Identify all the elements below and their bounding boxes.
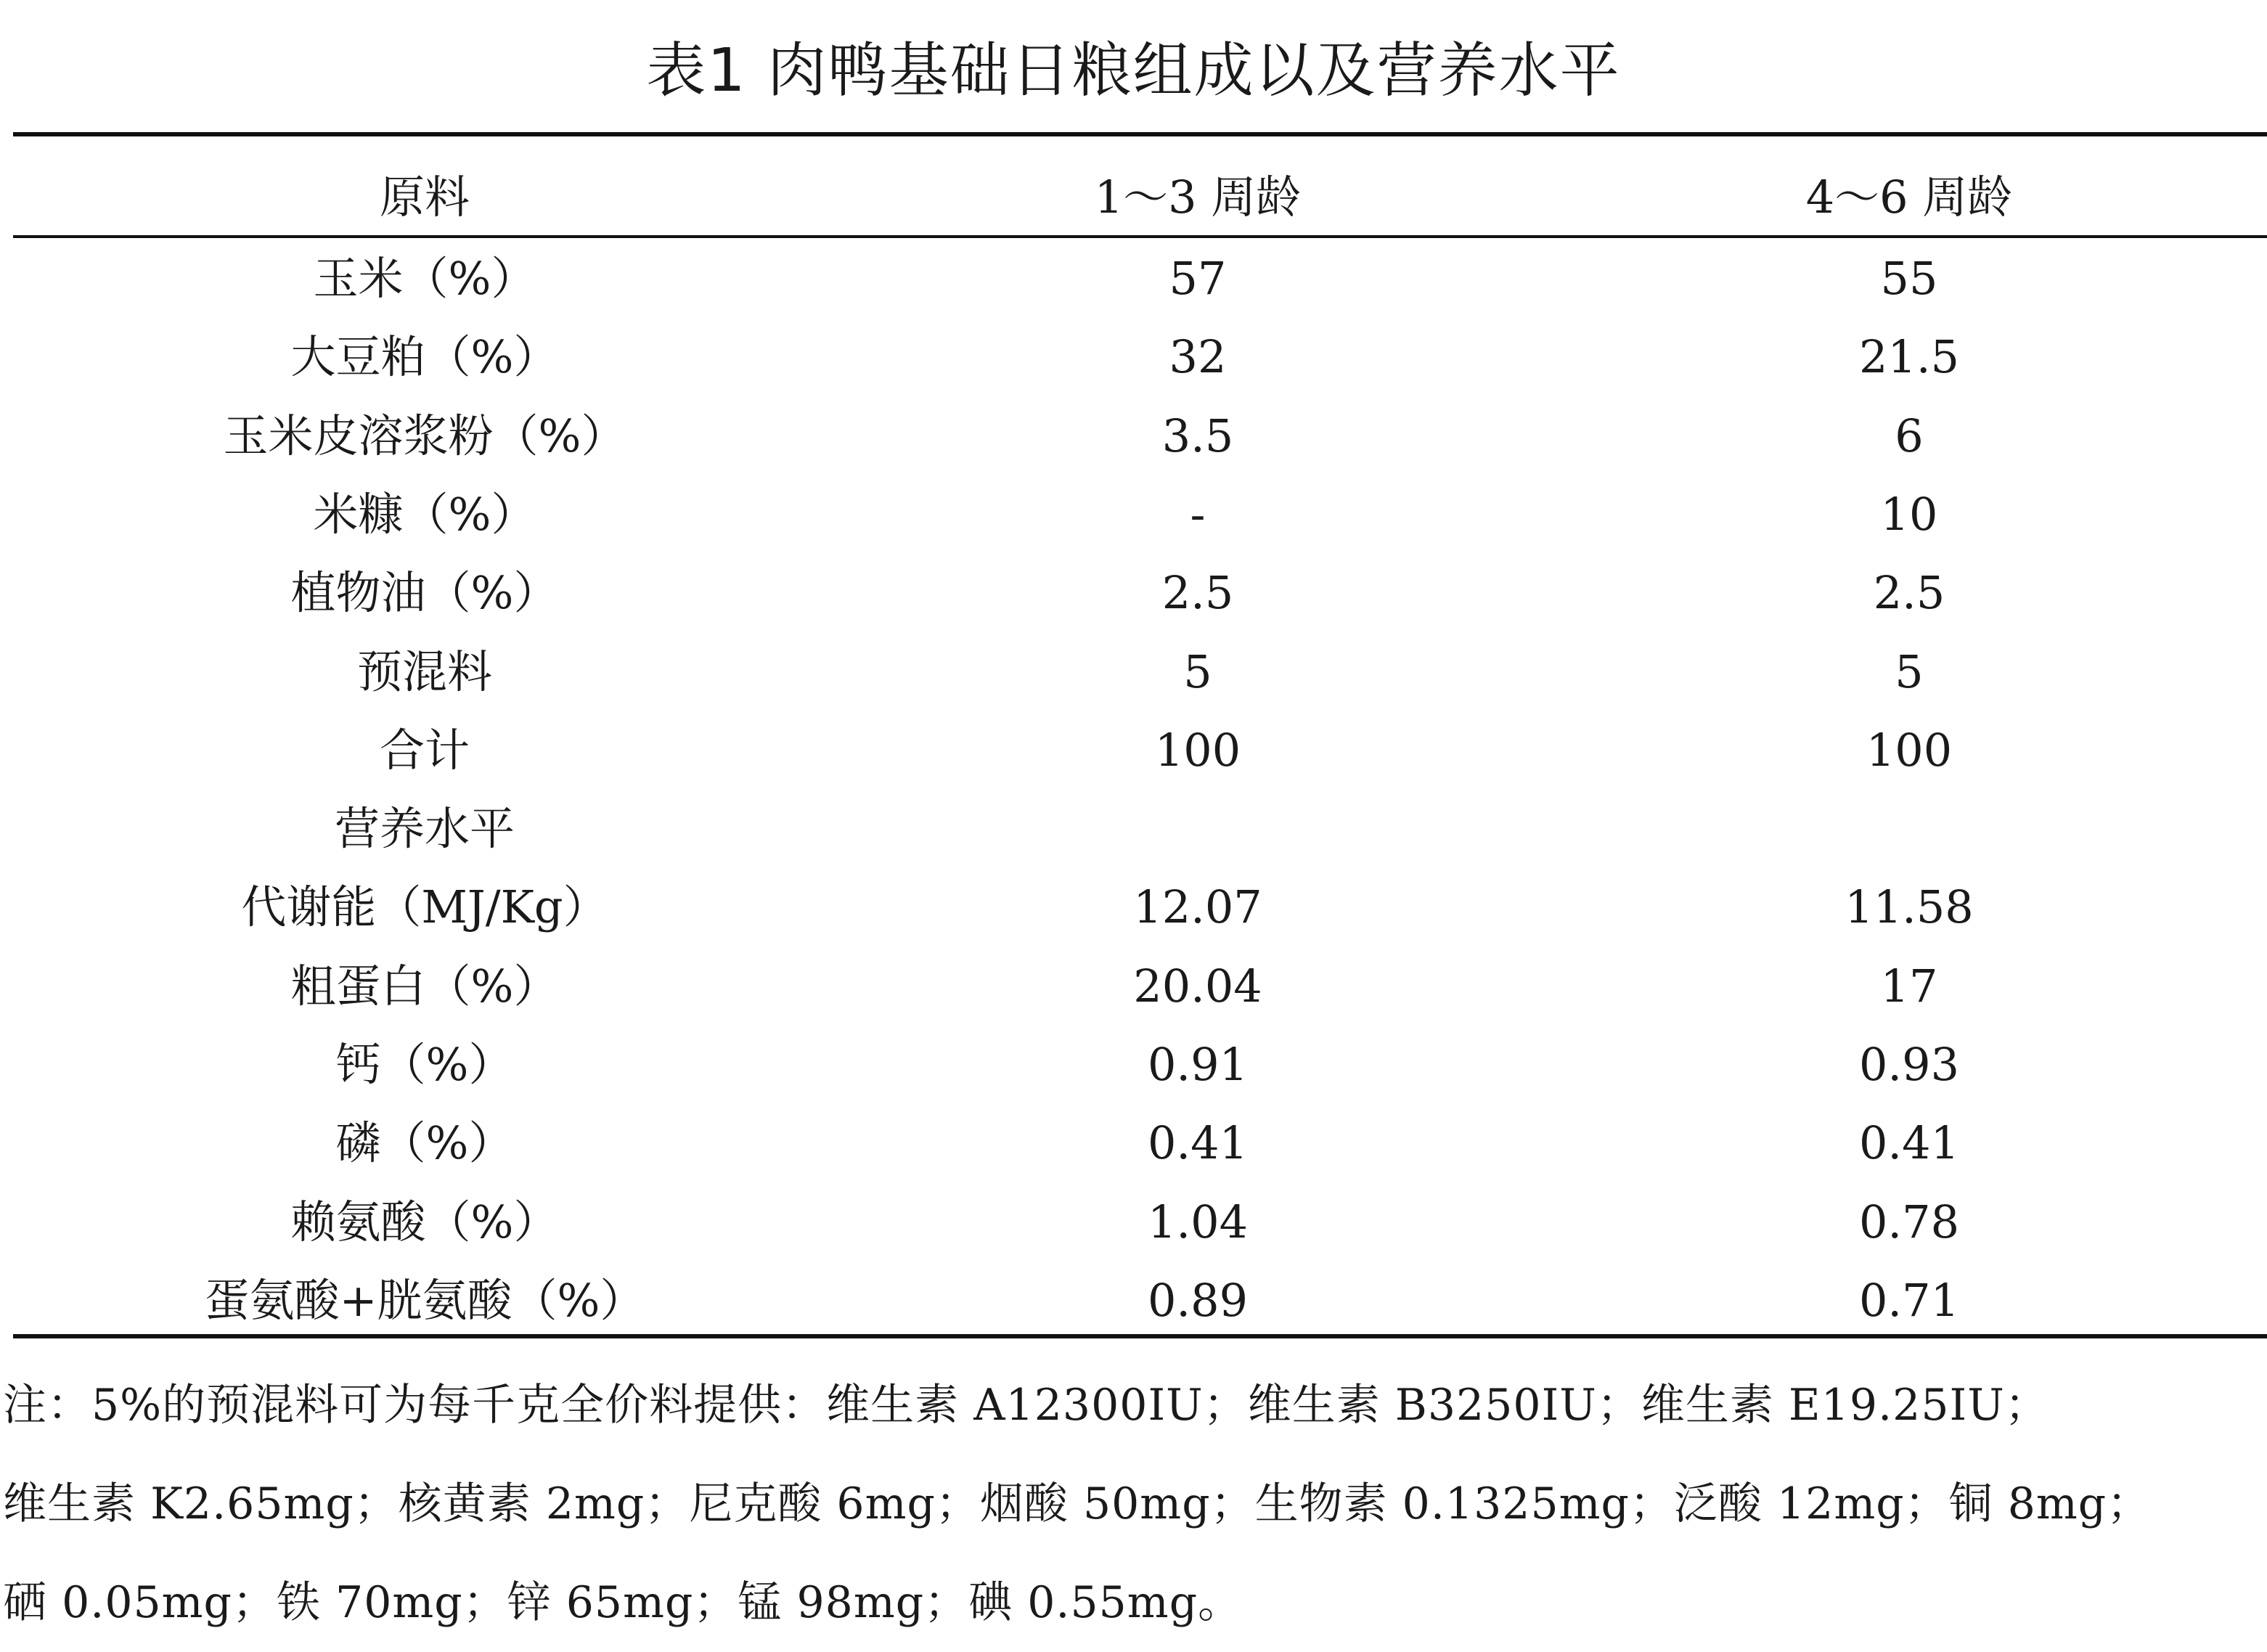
header-week-1-3: 1～3 周龄 xyxy=(1094,171,1302,224)
table-cell-week-4-6: 5 xyxy=(1895,645,1924,698)
table-cell-week-4-6: 0.71 xyxy=(1858,1273,1960,1327)
table-top-rule xyxy=(13,132,2267,136)
table-cell-material: 磷（%） xyxy=(335,1116,514,1170)
table-cell-week-4-6: 0.78 xyxy=(1858,1195,1960,1248)
table-row xyxy=(0,633,2267,711)
table-title: 表1 肉鸭基础日粮组成以及营养水平 xyxy=(646,36,1621,105)
table-cell-material: 植物油（%） xyxy=(290,566,559,620)
table-cell-material: 米糠（%） xyxy=(313,487,536,541)
table-row xyxy=(0,947,2267,1026)
table-bottom-rule xyxy=(13,1334,2267,1338)
table-cell-week-1-3: 100 xyxy=(1154,723,1241,777)
table-cell-material: 钙（%） xyxy=(335,1038,514,1091)
table-cell-material: 粗蛋白（%） xyxy=(290,959,559,1013)
table-cell-week-1-3: 57 xyxy=(1169,252,1227,305)
table-cell-week-1-3: 3.5 xyxy=(1161,409,1234,462)
header-raw-material: 原料 xyxy=(379,171,470,224)
table-cell-week-1-3: 32 xyxy=(1169,330,1227,384)
table-row xyxy=(0,868,2267,946)
footnote-line-3: 硒 0.05mg；铁 70mg；锌 65mg；锰 98mg；碘 0.55mg。 xyxy=(3,1577,1243,1628)
table-cell-material: 代谢能（MJ/Kg） xyxy=(241,880,608,934)
table-cell-week-1-3: 0.91 xyxy=(1147,1038,1249,1091)
table-row xyxy=(0,1104,2267,1182)
table-cell-week-4-6 xyxy=(1553,790,2265,868)
table-row xyxy=(0,475,2267,554)
table-cell-material: 预混料 xyxy=(356,645,492,698)
table-row xyxy=(0,240,2267,318)
table-cell-week-4-6: 17 xyxy=(1880,959,1938,1013)
table-cell-material: 蛋氨酸+胱氨酸（%） xyxy=(204,1273,645,1327)
table-cell-week-4-6: 6 xyxy=(1895,409,1924,462)
table-row xyxy=(0,711,2267,790)
table-row xyxy=(0,1026,2267,1104)
table-row xyxy=(0,397,2267,475)
table-cell-week-1-3: 0.41 xyxy=(1147,1116,1249,1170)
table-cell-week-1-3: 2.5 xyxy=(1161,566,1234,620)
table-header-rule xyxy=(13,235,2267,238)
table-cell-week-4-6: 55 xyxy=(1880,252,1938,305)
table-cell-week-1-3: - xyxy=(1190,487,1206,541)
table-cell-material: 大豆粕（%） xyxy=(290,330,559,384)
table-row xyxy=(0,1262,2267,1340)
table-row xyxy=(0,554,2267,632)
table-cell-week-4-6: 10 xyxy=(1880,487,1938,541)
table-cell-week-1-3: 1.04 xyxy=(1147,1195,1249,1248)
table-cell-week-1-3: 0.89 xyxy=(1147,1273,1249,1327)
table-cell-material: 营养水平 xyxy=(334,802,515,856)
footnote-line-1: 注：5%的预混料可为每千克全价料提供：维生素 A12300IU；维生素 B3250IU；维生素 E19.25IU； xyxy=(3,1380,2049,1431)
table-cell-material: 玉米（%） xyxy=(313,252,536,305)
table-cell-week-4-6: 0.41 xyxy=(1858,1116,1960,1170)
table-cell-week-4-6: 21.5 xyxy=(1858,330,1960,384)
table-cell-material: 玉米皮溶浆粉（%） xyxy=(223,409,626,462)
table-cell-week-1-3: 5 xyxy=(1183,645,1212,698)
table-cell-week-4-6: 100 xyxy=(1866,723,1953,777)
table-cell-material: 合计 xyxy=(379,723,470,777)
table-row xyxy=(0,1183,2267,1262)
table-cell-week-1-3: 20.04 xyxy=(1133,959,1262,1013)
table-cell-material: 赖氨酸（%） xyxy=(290,1195,559,1248)
table-cell-week-4-6: 11.58 xyxy=(1845,880,1974,934)
table-cell-week-4-6: 2.5 xyxy=(1873,566,1945,620)
table-row xyxy=(0,790,2267,868)
footnote-line-2: 维生素 K2.65mg；核黄素 2mg；尼克酸 6mg；烟酸 50mg；生物素 0.1325mg；泛酸 12mg；铜 8mg； xyxy=(3,1479,2152,1529)
table-cell-week-4-6: 0.93 xyxy=(1858,1038,1960,1091)
table-row xyxy=(0,318,2267,396)
table-cell-week-1-3: 12.07 xyxy=(1133,880,1262,934)
header-week-4-6: 4～6 周龄 xyxy=(1805,171,2013,224)
table-cell-week-1-3 xyxy=(842,790,1553,868)
